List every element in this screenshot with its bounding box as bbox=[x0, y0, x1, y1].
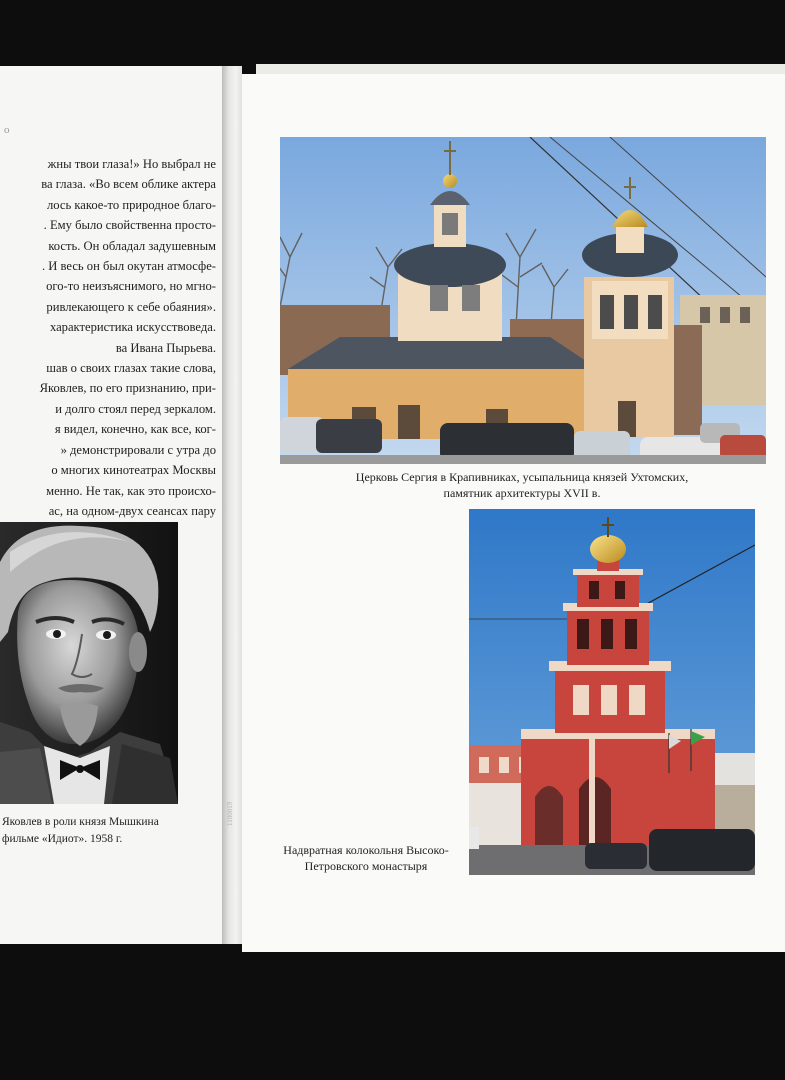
bell-tower-photo bbox=[469, 509, 755, 875]
text-line: шав о своих глазах такие слова, bbox=[46, 361, 216, 376]
text-line: кость. Он обладал задушевным bbox=[48, 238, 216, 253]
church-sergius-caption bbox=[282, 469, 762, 501]
left-page bbox=[0, 66, 223, 944]
left-page-text bbox=[0, 154, 218, 521]
text-line: и долго стоял перед зеркалом. bbox=[55, 401, 216, 416]
left-page-edge-mark: о bbox=[4, 124, 10, 136]
church-sergius-photo bbox=[280, 137, 766, 464]
text-line: менно. Не так, как это происхо- bbox=[46, 483, 216, 498]
caption-line: фильме «Идиот». 1958 г. bbox=[2, 833, 123, 845]
caption-line: Яковлев в роли князя Мышкина bbox=[2, 816, 159, 828]
caption-line: Надвратная колокольня Высоко- bbox=[283, 843, 449, 857]
portrait-caption bbox=[2, 814, 202, 848]
text-line: лось какое-то природное благо- bbox=[46, 197, 216, 212]
text-line: ва глаза. «Во всем облике актера bbox=[41, 177, 216, 192]
text-line: . И весь он был окутан атмосфе- bbox=[42, 259, 216, 274]
text-line: ва Ивана Пырьева. bbox=[115, 340, 216, 355]
actor-portrait-illustration bbox=[0, 522, 178, 804]
text-line: Яковлев, по его признанию, при- bbox=[39, 381, 216, 396]
text-line: ривлекающего к себе обаяния». bbox=[46, 299, 216, 314]
caption-line: Церковь Сергия в Крапивниках, усыпальница князей Ухтомских, bbox=[355, 470, 689, 484]
caption-line: Петровского монастыря bbox=[304, 859, 428, 873]
church-sergius-illustration bbox=[280, 137, 766, 464]
text-line: » демонстрировали с утра до bbox=[60, 442, 216, 457]
text-line: я видел, конечно, как все, ког- bbox=[54, 422, 216, 437]
text-line: ого-то неизъяснимого, но мгно- bbox=[46, 279, 216, 294]
text-line: . Ему было свойственна просто- bbox=[43, 218, 216, 233]
text-line: жны твои глаза!» Но выбрал не bbox=[47, 157, 216, 171]
actor-portrait-photo bbox=[0, 522, 178, 804]
gutter-print-mark: 1100019 bbox=[226, 801, 234, 826]
bell-tower-caption bbox=[266, 842, 466, 874]
text-line: характеристика искусствоведа. bbox=[49, 320, 216, 335]
caption-line: памятник архитектуры XVII в. bbox=[443, 486, 601, 500]
text-line: о многих кинотеатрах Москвы bbox=[51, 463, 216, 478]
text-line: ас, на одном-двух сеансах пару bbox=[48, 503, 216, 518]
bell-tower-illustration bbox=[469, 509, 755, 875]
